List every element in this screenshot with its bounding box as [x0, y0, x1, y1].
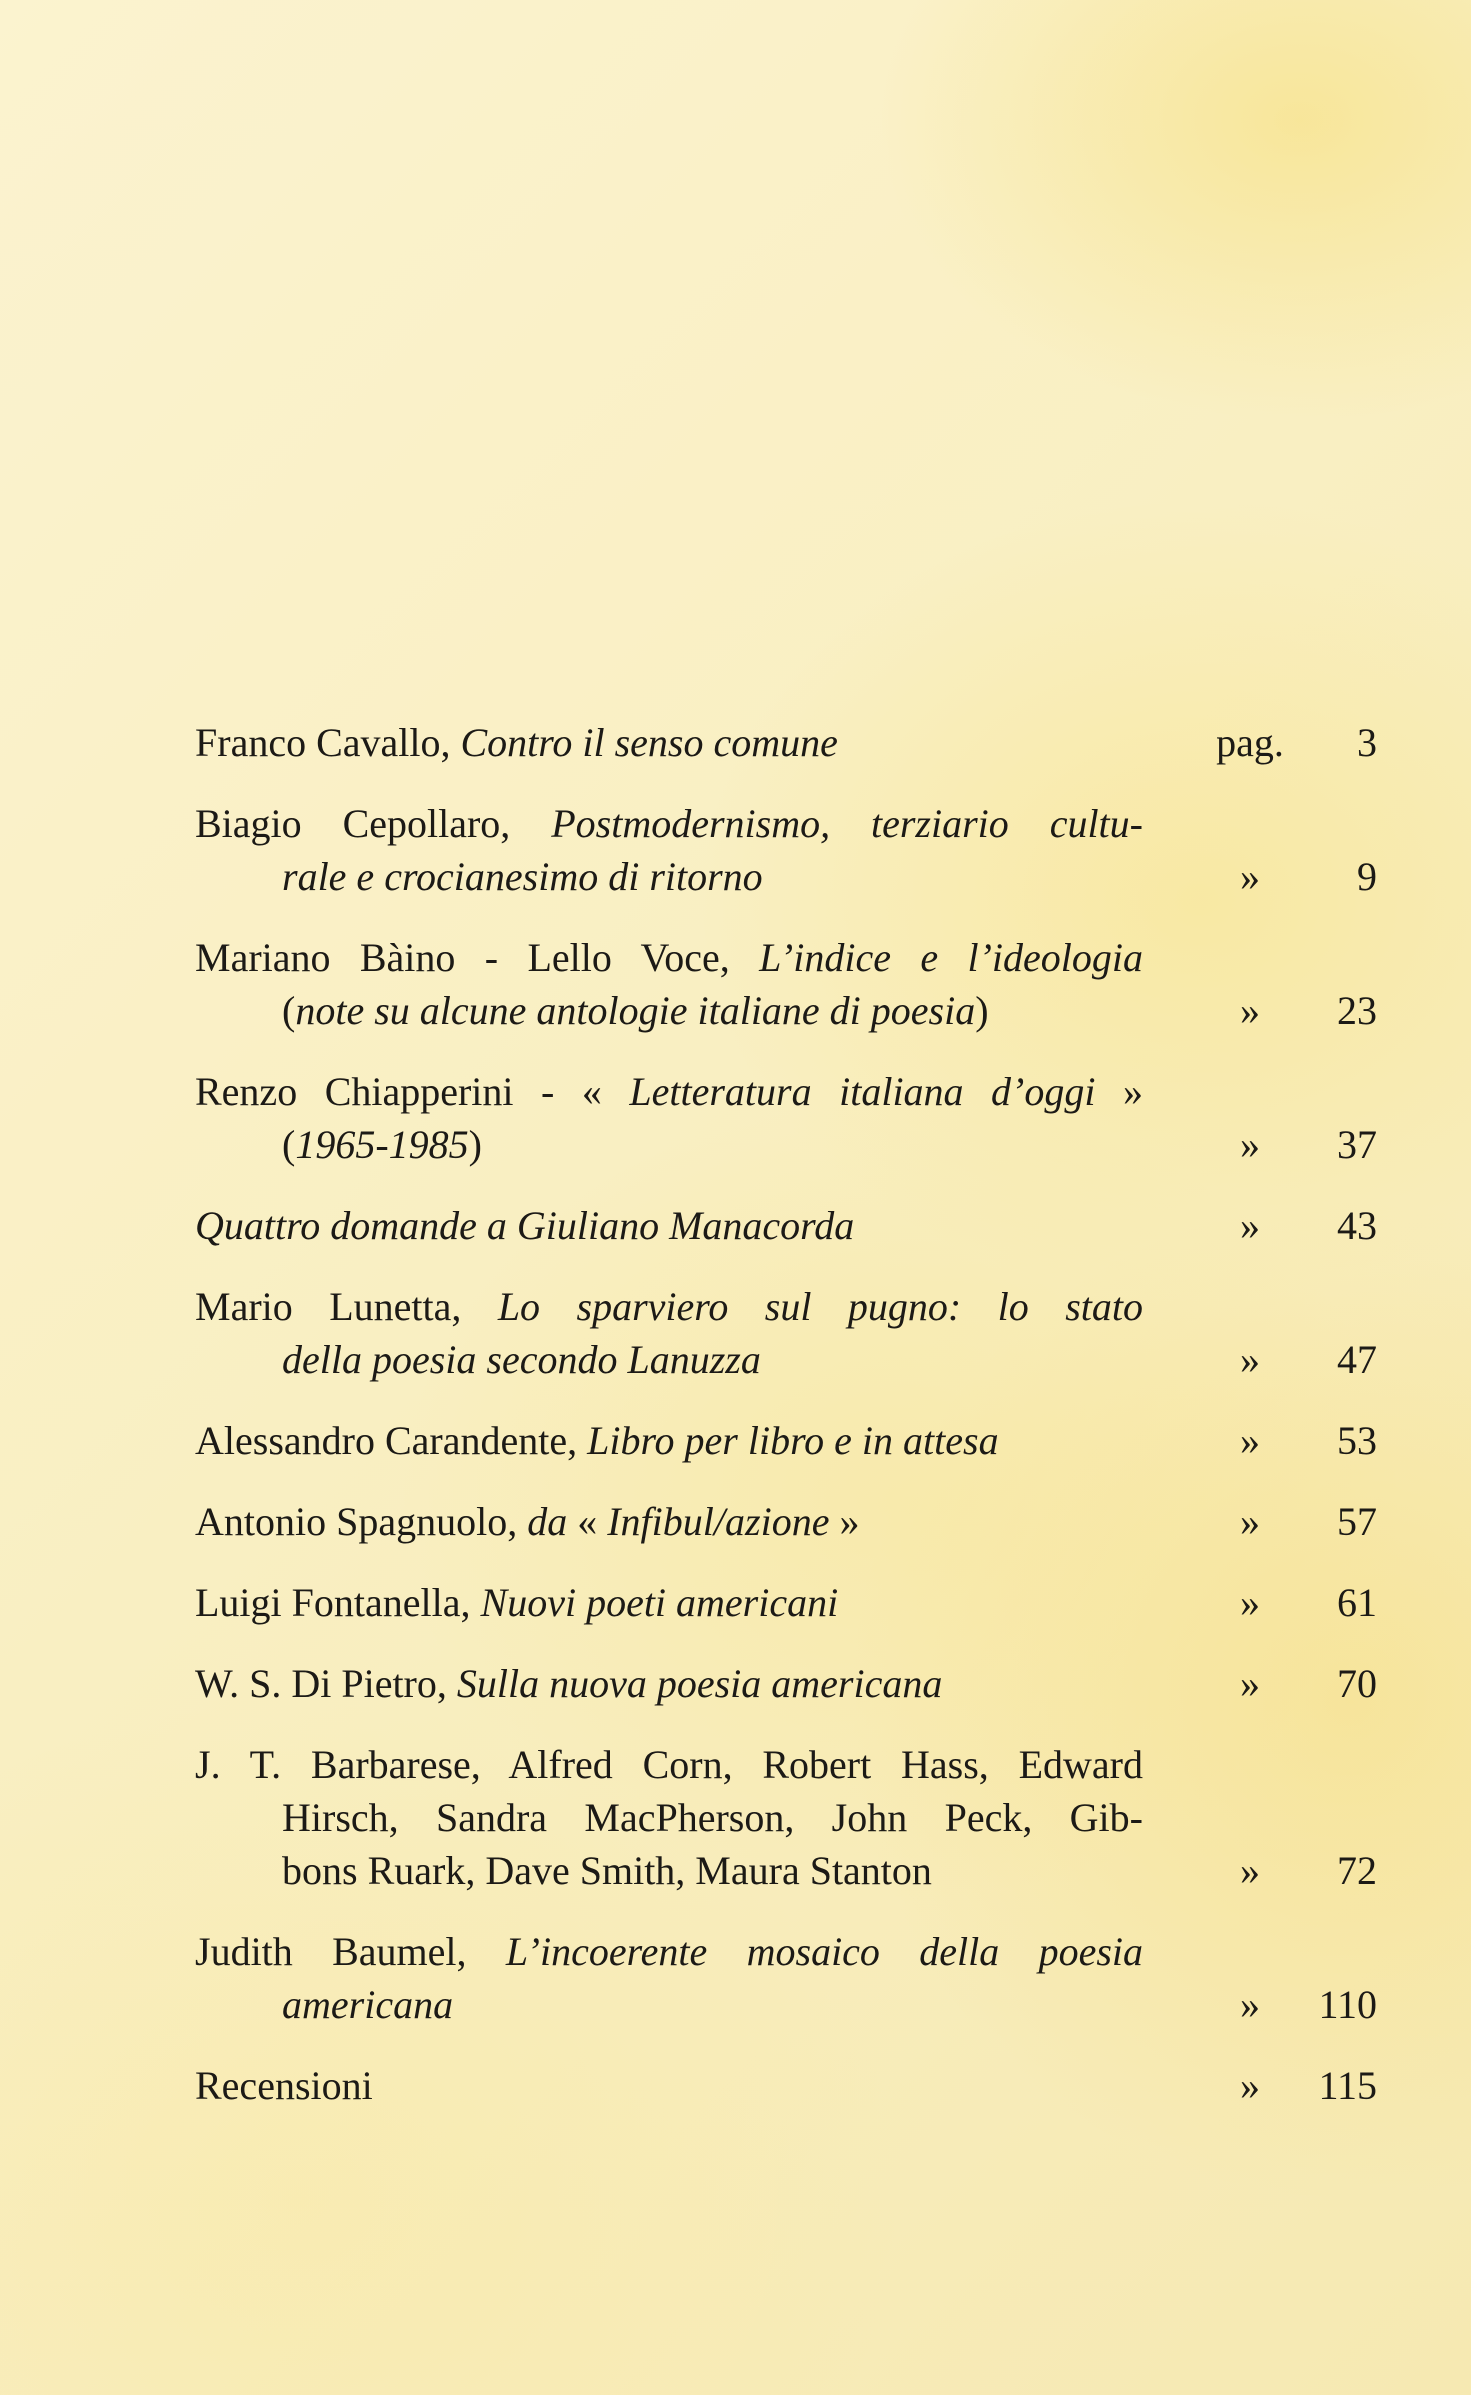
toc-entry[interactable] [195, 1657, 1385, 1710]
page-marker: » [1240, 988, 1260, 1033]
title-text: Sulla nuova poesia americana [456, 1661, 943, 1706]
toc-entry[interactable] [195, 931, 1385, 1037]
author-text: Biagio Cepollaro, [195, 801, 552, 846]
author-text: Mario Lunetta, [195, 1284, 498, 1329]
toc-entry-line [195, 1576, 1385, 1629]
table-of-contents [195, 716, 1385, 2140]
title-text: da [527, 1499, 568, 1544]
author-text: ) [468, 1122, 482, 1167]
title-text: Postmodernismo, terziario cultu- [551, 801, 1143, 846]
toc-entry-line [195, 850, 1385, 903]
title-text: Quattro domande a Giuliano Manacorda [195, 1203, 855, 1248]
title-text: americana [282, 1982, 454, 2027]
title-text: Libro per libro e in attesa [587, 1418, 999, 1463]
toc-entry[interactable] [195, 1495, 1385, 1548]
page-marker: » [1240, 1203, 1260, 1248]
page-marker: » [1240, 1580, 1260, 1625]
toc-entry-line [195, 1925, 1385, 1978]
page-marker: » [1240, 1982, 1260, 2027]
toc-entry-text [195, 1414, 1143, 1467]
toc-entry[interactable] [195, 1280, 1385, 1386]
title-text: L’incoerente mosaico della poesia [505, 1929, 1143, 1974]
title-text: della poesia secondo Lanuzza [282, 1337, 761, 1382]
toc-entry-text [195, 716, 1143, 769]
toc-entry-line [195, 716, 1385, 769]
title-text: 1965-1985 [295, 1122, 469, 1167]
page-number: 43 [1337, 1203, 1377, 1248]
toc-entry-text [282, 1978, 1143, 2031]
author-text: « [567, 1499, 608, 1544]
page-marker: » [1240, 1122, 1260, 1167]
toc-entry-text [195, 2059, 1143, 2112]
author-text: Recensioni [195, 2063, 373, 2108]
author-text: ( [282, 1122, 296, 1167]
toc-entry[interactable] [195, 1925, 1385, 2031]
author-text: ( [282, 988, 296, 1033]
author-text: W. S. Di Pietro, [195, 1661, 457, 1706]
toc-entry-text [195, 1576, 1143, 1629]
toc-entry-line [195, 1414, 1385, 1467]
page-marker: » [1240, 1337, 1260, 1382]
toc-entry[interactable] [195, 1576, 1385, 1629]
toc-entry[interactable] [195, 2059, 1385, 2112]
author-text: ) [975, 988, 989, 1033]
toc-entry-text [195, 931, 1143, 984]
author-text: Luigi Fontanella, [195, 1580, 481, 1625]
toc-entry-text [195, 1925, 1143, 1978]
author-text: Judith Baumel, [195, 1929, 506, 1974]
toc-entry-text [282, 984, 1143, 1037]
toc-entry-line [195, 1280, 1385, 1333]
page-marker: » [1240, 854, 1260, 899]
page-marker: » [1240, 1499, 1260, 1544]
toc-entry-text [195, 1738, 1143, 1791]
title-text: Contro il senso comune [460, 720, 838, 765]
toc-entry-text [195, 1065, 1143, 1118]
toc-entry-line [195, 1495, 1385, 1548]
title-text: rale e crocianesimo di ritorno [282, 854, 763, 899]
page-number: 72 [1337, 1848, 1377, 1893]
page-number: 9 [1357, 854, 1377, 899]
toc-entry-text [195, 1199, 1143, 1252]
author-text: Renzo Chiapperini - « [195, 1069, 630, 1114]
toc-entry-text [282, 1118, 1143, 1171]
toc-entry[interactable] [195, 1738, 1385, 1897]
toc-entry-line [195, 1657, 1385, 1710]
toc-entry-line [195, 1791, 1385, 1844]
toc-entry[interactable] [195, 1199, 1385, 1252]
author-text: Franco Cavallo, [195, 720, 461, 765]
toc-entry-text [195, 1657, 1143, 1710]
author-text: Antonio Spagnuolo, [195, 1499, 528, 1544]
toc-entry-line [195, 1065, 1385, 1118]
page-number: 47 [1337, 1337, 1377, 1382]
author-text: Alessandro Carandente, [195, 1418, 588, 1463]
toc-entry[interactable] [195, 716, 1385, 769]
toc-entry-text [282, 1333, 1143, 1386]
toc-entry[interactable] [195, 1065, 1385, 1171]
title-text: Letteratura italiana d’oggi [629, 1069, 1096, 1114]
author-text: » [1095, 1069, 1144, 1114]
page-number: 70 [1337, 1661, 1377, 1706]
toc-entry-text [282, 1791, 1143, 1844]
toc-entry-text [282, 1844, 1143, 1897]
title-text: L’indice e l’ideologia [759, 935, 1143, 980]
page-number: 115 [1318, 2063, 1377, 2108]
page-marker: » [1240, 1848, 1260, 1893]
page-marker: » [1240, 1661, 1260, 1706]
author-text: bons Ruark, Dave Smith, Maura Stanton [282, 1848, 932, 1893]
title-text: Nuovi poeti americani [480, 1580, 839, 1625]
toc-entry-text [195, 797, 1143, 850]
title-text: Infibul/azione [607, 1499, 830, 1544]
page-number: 23 [1337, 988, 1377, 1033]
toc-entry-line [195, 797, 1385, 850]
page-number: 3 [1357, 720, 1377, 765]
page-number: 110 [1318, 1982, 1377, 2027]
toc-entry-line [195, 1978, 1385, 2031]
toc-entry-line [195, 984, 1385, 1037]
title-text: Lo sparviero sul pugno: lo stato [497, 1284, 1143, 1329]
author-text: Mariano Bàino - Lello Voce, [195, 935, 760, 980]
toc-entry-text [195, 1495, 1143, 1548]
toc-entry-line [195, 2059, 1385, 2112]
page-number: 57 [1337, 1499, 1377, 1544]
author-text: Hirsch, Sandra MacPherson, John Peck, Gib- [282, 1795, 1143, 1840]
toc-entry[interactable] [195, 1414, 1385, 1467]
toc-entry-line [195, 1333, 1385, 1386]
toc-entry-line [195, 1844, 1385, 1897]
toc-entry-text [195, 1280, 1143, 1333]
author-text: J. T. Barbarese, Alfred Corn, Robert Hass, Edward [195, 1742, 1143, 1787]
toc-entry-line [195, 1199, 1385, 1252]
page-number: 53 [1337, 1418, 1377, 1463]
toc-entry-line [195, 1118, 1385, 1171]
page-number: 61 [1337, 1580, 1377, 1625]
toc-entry-line [195, 1738, 1385, 1791]
page-marker: pag. [1216, 720, 1284, 765]
toc-entry-text [282, 850, 1143, 903]
page-number: 37 [1337, 1122, 1377, 1167]
toc-entry[interactable] [195, 797, 1385, 903]
toc-entry-line [195, 931, 1385, 984]
title-text: note su alcune antologie italiane di poesia [295, 988, 976, 1033]
page-marker: » [1240, 2063, 1260, 2108]
author-text: » [829, 1499, 860, 1544]
page-marker: » [1240, 1418, 1260, 1463]
